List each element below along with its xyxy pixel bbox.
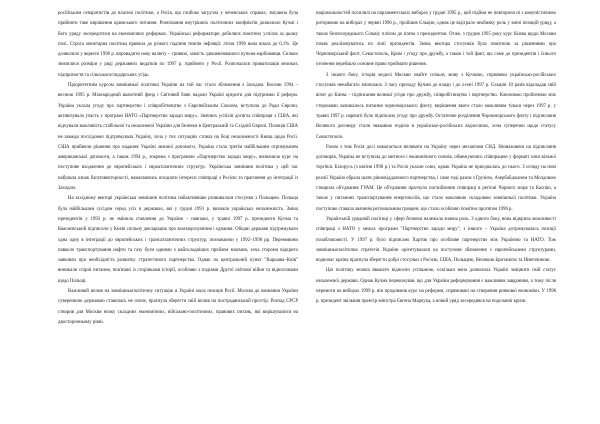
paragraph: Цю політику можна вважати відносно успішною, оскільки вона дозволила Україні зміцнити свій статус незалежної держави. Однак Кучма переконував, що для України реформування є важливим завданням, а тому після перемоги на виборах 1999 р. він продовжив курс на реформи, спрямовані на створення ринкової економіки. У 1996 р. президент звільнив прем'єр-міністра Євгена Марчука, а новий уряд зосередився на подоланні кризи. [316, 268, 556, 305]
right-column [316, 9, 556, 308]
paragraph: На західному векторі українська зовнішня політика найактивніше розвивалася стосунки з Польщею. Польща була найбільшим сусідом серед усіх в державах, які у грудні 1991 р. визнали українську незалежність. Зміна президентів у 1993 р. не змінила ставлення до України – навпаки, у травні 1997 р. президенти Кучма та Кваснєвський підписали у Києві спільну декларацію про взаєморозуміння і єднання. Обидві держави підтримували одна одну в інтеграції до європейських і трансатлантичних структур, позначаючи у 1992–1998 рр. Перемовини навколо транспортування нафти та газу були одними з найскладніших проблем взаємин, хоча сторони відкрито заявляли про необхідність розвитку стратегічного партнерства. Однак на центральний пункт "Варшава–Київ" виникали спірні питання, пов'язані із сторінками історії, особливо з подіями Другої світової війни та відносинами щодо Польщі. [58, 196, 298, 284]
paragraph: Пріоритетним курсом зовнішньої політики України на той час стало зближення з Заходом. Восени 1994 – весною 1995 р. Міжнародний валютний фонд і Світовий банк надали Україні кредити для підтримки її реформ. Україна уклала угоду про партнерство і співробітництво з Європейським Союзом, вступила до Ради Європи, активізувала участь у програмі НАТО «Партнерство заради миру». Значних успіхів досягла співпраця з США, які відчували важливість стабільної та незалежної України для безпеки в Центральній та Східній Європі. Позиція США не завжди послідовно підтримувала Україну, хоча у тих ситуаціях стояла на боці незалежності Києва щодо Росії. США прийняли рішення про надання Україні значної допомоги, Україна стала третім найбільшим отримувачем американської допомоги, а також 1994 р., зокрема з програмою «Партнерство заради миру», визначила курс на поступове входження до європейських і євроатлантичних структур. Українська зовнішня політика у цей час набувала ознак багатовекторності, намагаючись поєднати інтереси співпраці з Росією та прагнення до інтеграції із Заходом. [58, 83, 298, 192]
paragraph: Разом з тим Росія досі намагається впливати на Україну через механізми СНД. Незважаючи на підписання договорів, Україна не вступила до митного і економічного союзів, обмежуючись співпрацею у форматі зони вільної торгівлі. Білорусь (з квітня 1996 р.) та Росія уклали союз, однак Україна не приєдналась до нього. З огляду на нові реалії Україна обрала шлях рівновіддаленого партнерства, і саме тоді разом з Грузією, Азербайджаном та Молдовою створила об'єднання ГУАМ. Це об'єднання прагнуло поглиблення співпраці в регіоні Чорного моря та Каспію, а також у питаннях транспортування енергоносіїв, що стало важливою складовою зовнішньої політики. Україна поступово ставала значним регіональним гравцем, що стало особливо помітно протягом 1996 р. [316, 144, 556, 212]
paragraph: З іншого боку, історія моделі Москви знайте спільну мову з Кучмою, сприяючи українсько-російських стосунків ненабагато змінилася. З часу приходу Кучми до влади і до осені 1997 р. Єльцин 10 разів відкладав свій візит до Києва – підписання великої угоди про дружбу, співробітництво і партнерство. Ключовою проблемою між сторонами залишалось питання чорноморського флоту, вирішення якого стало можливим тільки через 1997 р. у травні 1997 р. нарешті було підписано угоду про дружбу. Остаточне розділення Чорноморського флоту і підписання Великого договору стали знаковою подією в українсько-російських відносинах, хоча суперечки щодо статусу Севастополя. [316, 72, 556, 140]
paragraph: національностей посилилі на парламентських виборах у грудні 1995 р., цей підйом не повторили ні з комуністичною риторикою на виборах у червні 1996 р., пройшов Єльцин, однак це відіграло неабияку роль у зміні позицій уряду, а також безпосереднього Сільвіу плічом до плеча з президентом. Отже, з грудня 1995 року курс Києва щодо Москви почав реалізовуватись по лінії президентів. Зміна вектора стосунків була помітною за рішеннями про Чорноморський флот, Севастополь, Крим і угоду про дружбу, а також і той факт, що саме до президентів і їхнього оточення перейшло основне право приймати рішення. [316, 11, 556, 68]
left-column [58, 9, 298, 328]
paragraph: Важливий вплив на зовнішньополітичну ситуацію в Україні мала позиція Росії. Москва до визнання України суверенною державою ставилась не охоче, прагнула зберегти свій вплив на пострадянський простір. Розпад СРСР створив для Москви низку складних економічних, військово-політичних, правових питань, які вирішувалися на двосторонньому рівні. [58, 289, 298, 325]
paragraph: Українській урядовій політиці у сфері безпеки належала значна роль. З одного боку, вона відкрила можливості співпраці з НАТО у межах програми "Партнерство заради миру", з іншого – Україна дотримувалась позиції позаблоковості. У 1997 р. було підписано Хартію про особливе партнерство між Україною та НАТО. Тож зовнішньополітична стратегія України орієнтувалася на поступове зближення з європейськими структурами, водночас країна прагнула зберегти добрі стосунки з Росією, США, Польщею, Великою Британією та Німеччиною. [316, 216, 556, 264]
paragraph: російським сепаратистів до власної політики, а Росія, що глибоко загрузла у чеченських справах, змушена була прийняти таке вирішення кримського питання. Розв'язання внутрішніх політичних конфліктів дозволило Кучмі і його уряду зосередитися на економічних реформах. Українські реформатори добилися помітних успіхів за цьому полі. Строга монетарна політика привела до різкого падіння темпів інфляції: літом 1996 вона впала до 0,1%. Це дозволило у вересні 1996 р. впровадити нову валюту – гривню, замість здешевлюваного купона-карбованця. Сильно знизилися розміри у ряді державних видатків по 1997 р. прийнято у Росії. Розпочалася приватизація великих підприємств та сільськогосподарських угідь. [58, 11, 298, 78]
